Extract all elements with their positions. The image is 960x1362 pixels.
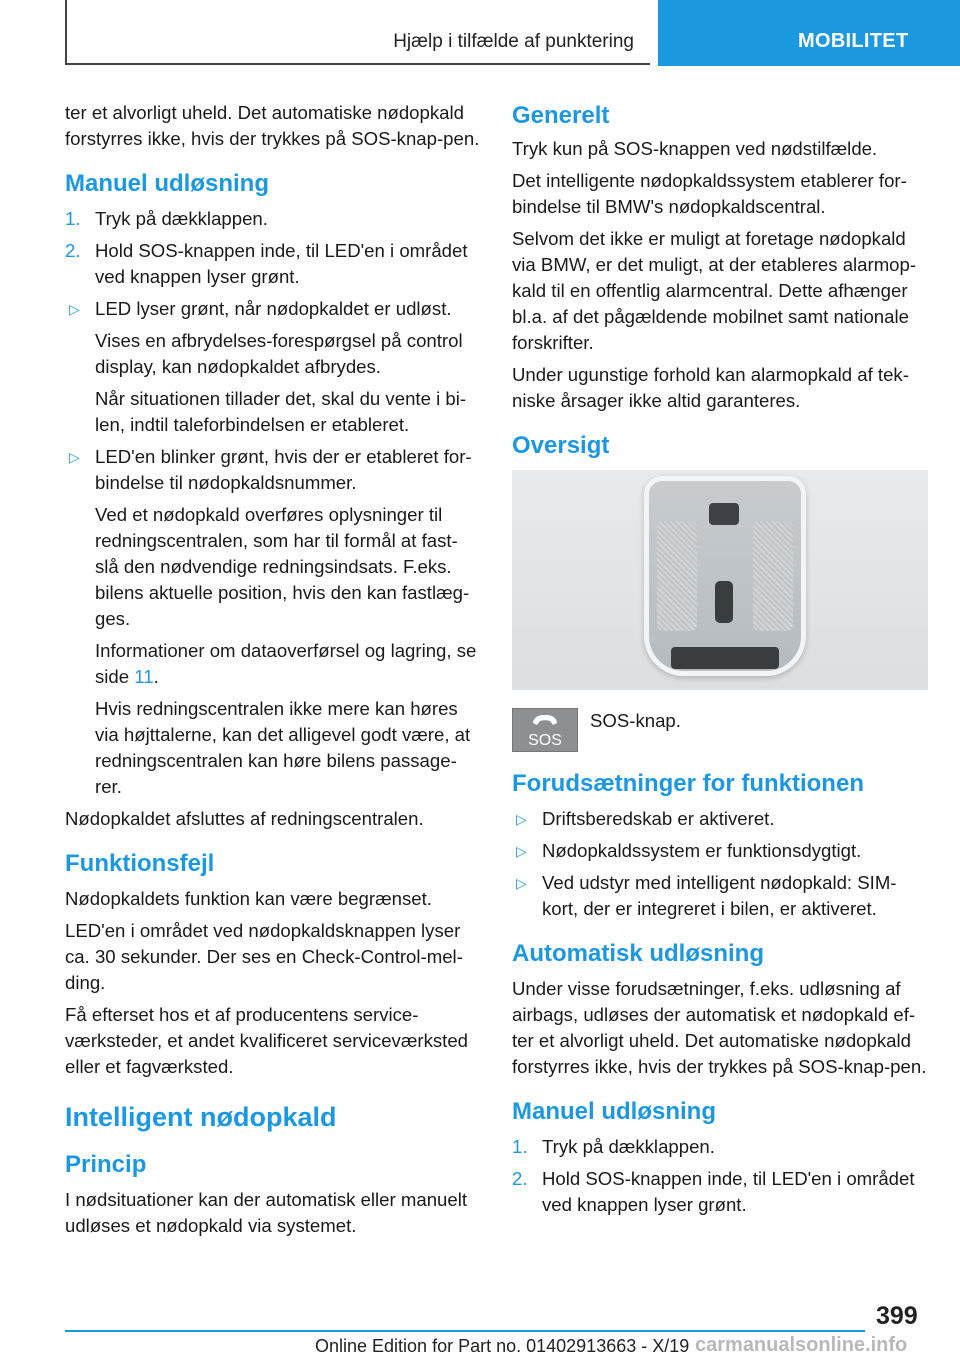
sub-paragraph-with-link: Informationer om dataoverførsel og lagring, se side 11.	[95, 640, 477, 687]
section-tab: MOBILITET	[658, 0, 960, 66]
list-item: ▷ Ved udstyr med intelligent nødopkald: SIM-kort, der er integreret i bilen, er aktiveret.	[516, 872, 897, 919]
heading-intelligent-emergency-call: Intelligent nødopkald	[65, 1102, 337, 1132]
speaker-grille	[753, 521, 793, 631]
left-column	[65, 100, 480, 1245]
console-control-bar	[671, 647, 779, 669]
triangle-bullet-icon: ▷	[516, 843, 527, 859]
heading-principle: Princip	[65, 1151, 147, 1178]
right-column	[512, 100, 928, 1224]
paragraph: Selvom det ikke er muligt at foretage nødopkald via BMW, er det muligt, at der etableres alarmop-kald til en offentlig alarmcentral. Dette afhænger bl.a. af det pågældende mobilnet samt nationale forskrifter.	[512, 228, 917, 353]
sos-button-cover	[709, 503, 739, 525]
list-item: 1. Tryk på dækklappen.	[512, 1134, 928, 1160]
speaker-grille	[657, 521, 697, 631]
heading-manual-release: Manuel udløsning	[512, 1098, 716, 1125]
heading-overview: Oversigt	[512, 432, 610, 459]
sos-legend	[512, 708, 928, 752]
list-item: 2. Hold SOS-knappen inde, til LED'en i området ved knappen lyser grønt.	[512, 1168, 915, 1215]
overhead-console-photo	[512, 470, 928, 690]
heading-manual-release: Manuel udløsning	[65, 170, 269, 197]
heading-malfunction: Funktionsfejl	[65, 850, 215, 877]
list-item: ▷ Nødopkaldssystem er funktionsdygtigt.	[512, 838, 928, 864]
triangle-bullet-icon: ▷	[69, 301, 80, 317]
step-number: 1.	[512, 1136, 528, 1157]
watermark: carmanualsonline.info	[695, 1334, 908, 1356]
list-item: 1. Tryk på dækklappen.	[65, 206, 480, 232]
list-item: ▷ Driftsberedskab er aktiveret.	[512, 806, 928, 832]
sub-paragraph: Vises en afbrydelses-forespørgsel på control display, kan nødopkaldet afbrydes.	[95, 330, 463, 377]
sos-button-icon	[512, 708, 578, 752]
heading-general: Generelt	[512, 102, 610, 129]
step-number: 1.	[65, 208, 81, 229]
steps-list	[65, 206, 480, 290]
paragraph: Nødopkaldets funktion kan være begrænset.	[65, 888, 432, 909]
result-list	[65, 444, 480, 496]
header-rule-left	[65, 0, 67, 64]
paragraph: Få efterset hos et af producentens service-værksteder, et andet kvalificeret serviceværksted eller et fagværksted.	[65, 1004, 469, 1077]
overhead-console	[644, 476, 806, 676]
paragraph: Nødopkaldet afsluttes af redningscentralen.	[65, 808, 424, 829]
step-number: 2.	[65, 240, 81, 261]
sub-paragraph: Når situationen tillader det, skal du vente i bi-len, indtil taleforbindelsen er etableret.	[95, 388, 467, 435]
edition-note: Online Edition for Part no. 01402913663 - X/19	[315, 1336, 690, 1356]
prerequisites-list	[512, 806, 928, 922]
steps-list	[512, 1134, 928, 1218]
chapter-title: Hjælp i tilfælde af punktering	[393, 31, 634, 52]
paragraph: Under ugunstige forhold kan alarmopkald af tek-niske årsager ikke altid garanteres.	[512, 364, 909, 411]
paragraph: Tryk kun på SOS-knappen ved nødstilfælde.	[512, 138, 878, 159]
heading-automatic-release: Automatisk udløsning	[512, 940, 764, 967]
console-buttons	[715, 581, 733, 623]
list-item: ▷ LED lyser grønt, når nødopkaldet er udløst.	[65, 296, 480, 322]
paragraph: Det intelligente nødopkaldssystem etablerer for-bindelse til BMW's nødopkaldscentral.	[512, 170, 907, 217]
paragraph: ter et alvorligt uheld. Det automatiske nødopkald forstyrres ikke, hvis der trykkes på SOS-knap-pen.	[65, 102, 480, 149]
sub-paragraph: Hvis redningscentralen ikke mere kan høres via højttalerne, kan det alligevel godt være, at redningscentralen kan høre bilens passage-rer.	[95, 698, 471, 797]
heading-prerequisites: Forudsætninger for funktionen	[512, 770, 864, 797]
triangle-bullet-icon: ▷	[516, 811, 527, 827]
paragraph: LED'en i området ved nødopkaldsknappen lyser ca. 30 sekunder. Der ses en Check-Control-mel-ding.	[65, 920, 463, 993]
paragraph: Under visse forudsætninger, f.eks. udløsning af airbags, udløses der automatisk et nødopkald ef-ter et alvorligt uheld. Det automatiske nødopkald forstyrres ikke, hvis der trykkes på SOS-knap-pen.	[512, 978, 927, 1077]
svg-text:SOS: SOS	[528, 732, 562, 749]
paragraph: I nødsituationer kan der automatisk eller manuelt udløses et nødopkald via systemet.	[65, 1189, 468, 1236]
triangle-bullet-icon: ▷	[516, 875, 527, 891]
sos-caption: SOS-knap.	[590, 710, 681, 731]
page-number: 399	[876, 1302, 918, 1330]
page-link[interactable]: 11	[134, 666, 154, 687]
result-list	[65, 296, 480, 322]
list-item: ▷ LED'en blinker grønt, hvis der er etableret for-bindelse til nødopkaldsnummer.	[69, 446, 472, 493]
sub-paragraph: Ved et nødopkald overføres oplysninger til redningscentralen, som har til formål at fast-slå den nødvendige redningsindsats. F.eks. bilens aktuelle position, hvis den kan fastlæg-ges.	[95, 504, 470, 629]
triangle-bullet-icon: ▷	[69, 449, 80, 465]
header-rule-bottom	[65, 63, 650, 65]
footer-rule	[65, 1330, 865, 1332]
step-number: 2.	[512, 1168, 528, 1189]
list-item: 2. Hold SOS-knappen inde, til LED'en i området ved knappen lyser grønt.	[65, 240, 468, 287]
